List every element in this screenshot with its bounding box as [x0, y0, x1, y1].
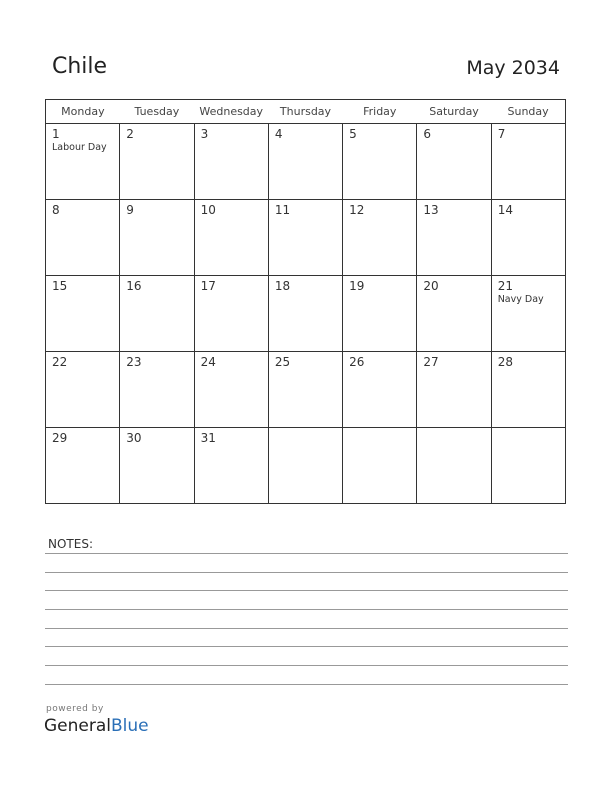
- day-cell: [120, 276, 194, 352]
- day-cell: [194, 276, 268, 352]
- day-number: 22: [52, 355, 68, 369]
- day-cell: [268, 276, 342, 352]
- weekday-header: Thursday: [268, 100, 342, 124]
- day-number: 17: [200, 279, 216, 293]
- day-number: 11: [274, 203, 291, 217]
- day-number: 29: [52, 431, 68, 445]
- brand-logo: [44, 716, 149, 736]
- day-cell: [491, 200, 565, 276]
- notes-line: [45, 553, 568, 554]
- country-title: Chile: [52, 54, 108, 79]
- day-cell: [343, 124, 417, 200]
- day-number: 28: [497, 355, 513, 369]
- day-cell: [268, 124, 342, 200]
- day-number: 7: [497, 127, 506, 141]
- day-cell: [120, 428, 194, 504]
- day-cell: [46, 200, 120, 276]
- day-number: 2: [126, 127, 134, 141]
- day-cell: [268, 200, 342, 276]
- day-number: 18: [274, 279, 291, 293]
- day-cell: [194, 428, 268, 504]
- day-number: 5: [349, 127, 357, 141]
- day-number: 23: [126, 355, 142, 369]
- notes-line: [45, 684, 568, 685]
- day-cell: [491, 124, 565, 200]
- day-cell: [120, 200, 194, 276]
- day-number: 4: [274, 127, 283, 141]
- day-cell: [46, 124, 120, 200]
- day-cell: [491, 428, 565, 504]
- week-row: [46, 276, 566, 352]
- weekday-header: Sunday: [491, 100, 565, 124]
- notes-line: [45, 590, 568, 591]
- day-cell: [194, 200, 268, 276]
- day-cell: [194, 352, 268, 428]
- calendar-grid: [45, 99, 566, 504]
- day-number: 16: [126, 279, 142, 293]
- notes-line: [45, 628, 568, 629]
- weekday-header: Tuesday: [120, 100, 194, 124]
- notes-line: [45, 572, 568, 573]
- day-cell: [417, 124, 491, 200]
- day-number: 8: [52, 203, 60, 217]
- weekday-header-row: [46, 100, 566, 124]
- day-number: 31: [200, 431, 216, 445]
- day-cell: [417, 352, 491, 428]
- day-cell: [417, 276, 491, 352]
- day-number: 12: [349, 203, 365, 217]
- day-number: 13: [423, 203, 439, 217]
- day-number: 20: [423, 279, 439, 293]
- week-row: [46, 124, 566, 200]
- holiday-label: Labour Day: [52, 142, 107, 153]
- day-number: 19: [349, 279, 365, 293]
- day-cell: [46, 276, 120, 352]
- day-cell: [46, 352, 120, 428]
- brand-blue-text: Blue: [111, 716, 149, 736]
- day-cell: [417, 200, 491, 276]
- day-number: 24: [200, 355, 216, 369]
- day-number: 15: [52, 279, 68, 293]
- day-number: 21: [497, 279, 513, 293]
- day-cell: [417, 428, 491, 504]
- day-number: 1: [52, 127, 60, 141]
- day-number: 3: [200, 127, 209, 141]
- week-row: [46, 352, 566, 428]
- day-number: 14: [497, 203, 513, 217]
- day-number: 27: [423, 355, 439, 369]
- weekday-header: Saturday: [417, 100, 491, 124]
- day-number: 6: [423, 127, 432, 141]
- day-number: 26: [349, 355, 365, 369]
- day-cell: [343, 428, 417, 504]
- day-cell: [120, 124, 194, 200]
- notes-line: [45, 609, 568, 610]
- day-cell: [120, 352, 194, 428]
- notes-label: NOTES:: [48, 537, 93, 551]
- day-cell: [343, 352, 417, 428]
- weekday-header: Wednesday: [194, 100, 268, 124]
- day-cell: [491, 352, 565, 428]
- powered-by-text: powered by: [46, 704, 104, 714]
- holiday-label: Navy Day: [497, 294, 544, 305]
- day-cell: [194, 124, 268, 200]
- notes-line: [45, 665, 568, 666]
- day-cell: [46, 428, 120, 504]
- day-number: 30: [126, 431, 142, 445]
- notes-line: [45, 646, 568, 647]
- weekday-header: Friday: [343, 100, 417, 124]
- day-cell: [268, 428, 342, 504]
- weekday-header: Monday: [46, 100, 120, 124]
- day-number: 25: [274, 355, 291, 369]
- day-cell: [343, 276, 417, 352]
- week-row: [46, 200, 566, 276]
- month-year-title: May 2034: [466, 57, 560, 79]
- brand-general-text: General: [44, 716, 111, 736]
- day-cell: [268, 352, 342, 428]
- week-row: [46, 428, 566, 504]
- day-cell: [491, 276, 565, 352]
- day-cell: [343, 200, 417, 276]
- day-number: 9: [126, 203, 134, 217]
- day-number: 10: [200, 203, 216, 217]
